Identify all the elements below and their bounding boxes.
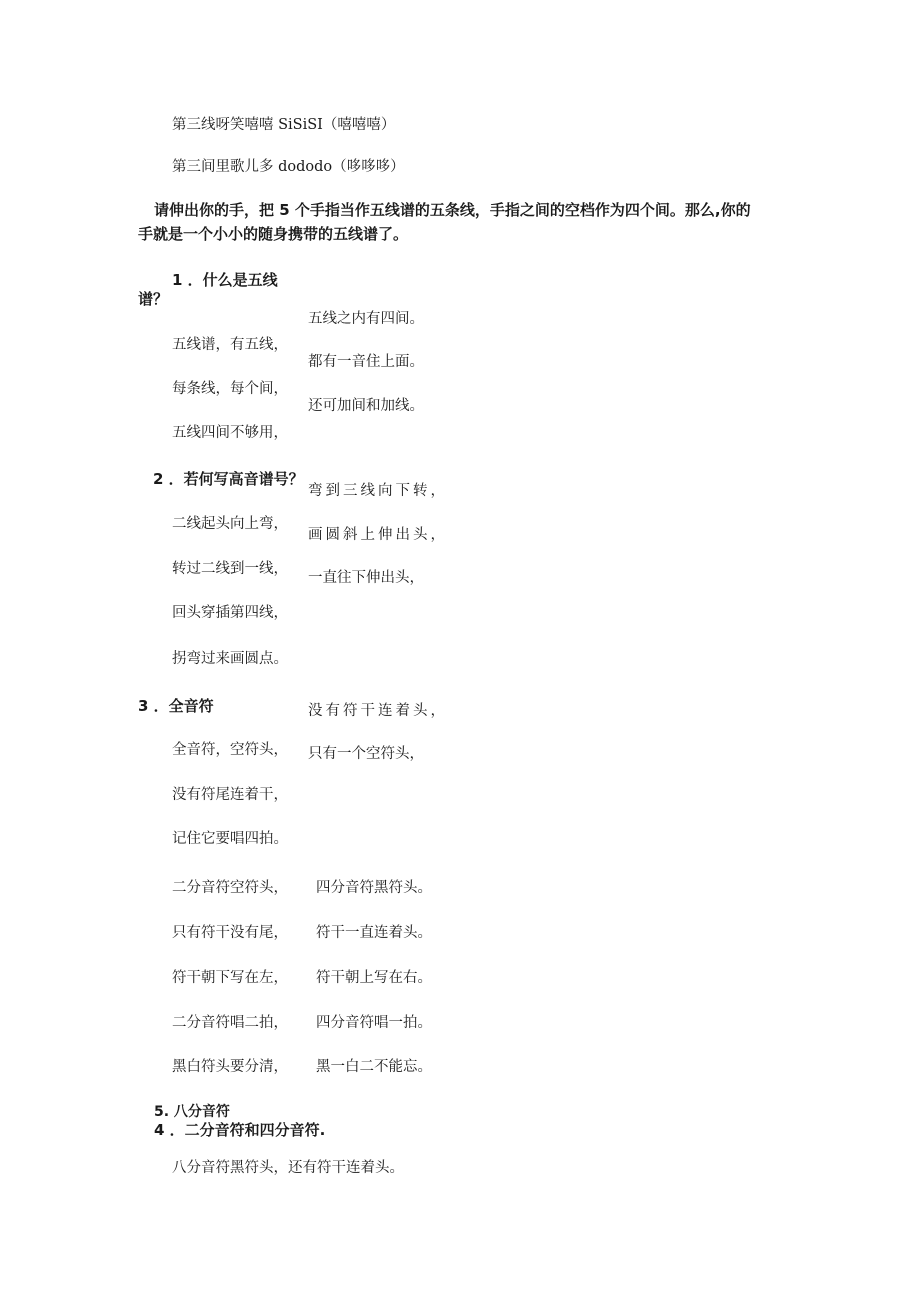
section-4-right-line-3: 符干朝上写在右。 bbox=[316, 970, 432, 986]
intro-paragraph-line-1: 请伸出你的手，把 5 个手指当作五线谱的五条线，手指之间的空档作为四个间。那么,你的 bbox=[154, 201, 751, 219]
intro-line-2: 第三间里歌儿多 dododo（哆哆哆） bbox=[172, 159, 405, 175]
section-1-heading: 1 ．什么是五线 bbox=[172, 271, 278, 289]
section-3-left-line-1: 全音符，空符头， bbox=[172, 742, 288, 758]
section-2-left-line-4: 拐弯过来画圆点。 bbox=[172, 651, 288, 667]
section-1-left-line-1: 五线谱，有五线， bbox=[172, 337, 288, 353]
section-4-right-line-2: 符干一直连着头。 bbox=[316, 925, 432, 941]
section-2-left-line-2: 转过二线到一线， bbox=[172, 561, 288, 577]
section-4-left-line-4: 二分音符唱二拍， bbox=[172, 1015, 288, 1031]
section-3-right-line-2: 只有一个空符头， bbox=[308, 746, 424, 762]
section-1-left-line-3: 五线四间不够用， bbox=[172, 425, 288, 441]
section-2-left-line-1: 二线起头向上弯， bbox=[172, 516, 288, 532]
section-1-right-line-1: 五线之内有四间。 bbox=[308, 311, 424, 327]
section-4-left-line-3: 符干朝下写在左， bbox=[172, 970, 288, 986]
section-2-left-line-3: 回头穿插第四线， bbox=[172, 605, 288, 621]
section-5-heading: 5. 八分音符 bbox=[154, 1104, 230, 1120]
section-4-right-line-4: 四分音符唱一拍。 bbox=[316, 1015, 432, 1031]
section-1-right-line-2: 都有一音住上面。 bbox=[308, 354, 424, 370]
section-4-right-line-5: 黑一白二不能忘。 bbox=[316, 1059, 432, 1075]
intro-line-1: 第三线呀笑嘻嘻 SiSiSI（嘻嘻嘻） bbox=[172, 117, 396, 133]
section-2-right-line-3: 一直往下伸出头， bbox=[308, 570, 424, 586]
section-5-line-1: 八分音符黑符头，还有符干连着头。 bbox=[172, 1160, 404, 1176]
section-1-heading-cont: 谱？ bbox=[138, 290, 169, 308]
section-4-heading: 4 ．二分音符和四分音符. bbox=[154, 1121, 326, 1139]
section-2-heading: 2 ．若何写高音谱号？ bbox=[153, 470, 304, 488]
section-4-right-line-1: 四分音符黑符头。 bbox=[316, 880, 432, 896]
section-2-right-line-2: 画圆斜上伸出头， bbox=[308, 527, 448, 543]
section-3-left-line-2: 没有符尾连着干， bbox=[172, 787, 288, 803]
section-2-right-line-1: 弯到三线向下转， bbox=[308, 483, 448, 499]
section-4-left-line-5: 黑白符头要分清， bbox=[172, 1059, 288, 1075]
section-1-left-line-2: 每条线，每个间， bbox=[172, 381, 288, 397]
section-1-right-line-3: 还可加间和加线。 bbox=[308, 398, 424, 414]
intro-paragraph-line-2: 手就是一个小小的随身携带的五线谱了。 bbox=[138, 225, 409, 243]
section-4-left-line-1: 二分音符空符头， bbox=[172, 880, 288, 896]
section-3-left-line-3: 记住它要唱四拍。 bbox=[172, 831, 288, 847]
section-3-right-line-1: 没有符干连着头， bbox=[308, 703, 448, 719]
section-3-heading: 3 ．全音符 bbox=[138, 697, 214, 715]
section-4-left-line-2: 只有符干没有尾， bbox=[172, 925, 288, 941]
